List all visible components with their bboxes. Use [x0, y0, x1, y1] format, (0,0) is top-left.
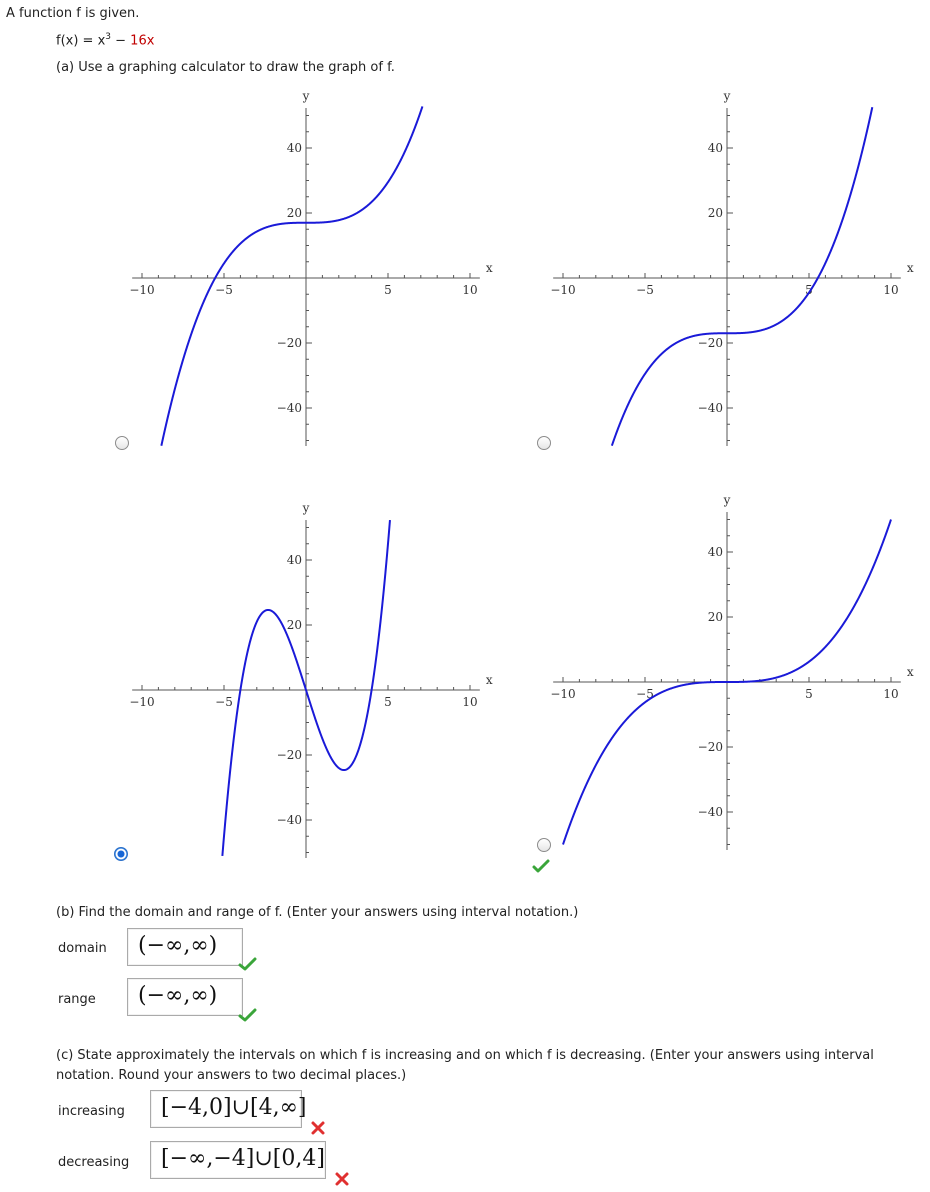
decreasing-label: decreasing — [58, 1155, 130, 1170]
graph-3-y-tick-label: 20 — [286, 618, 302, 632]
graph-3-y-tick-label: 40 — [286, 553, 302, 567]
graph-option-3 — [129, 500, 493, 868]
graph-1-x-axis-label: x — [485, 261, 493, 275]
graph-2-y-tick-label: 40 — [707, 141, 723, 155]
graph-4-x-tick-label: −5 — [636, 687, 654, 701]
graph-4-y-tick-label: −20 — [697, 740, 723, 754]
function-term: 16x — [130, 33, 155, 49]
graph-2-y-tick-label: 20 — [707, 206, 723, 220]
part-b-label: (b) Find the domain and range of f. (Enter your answers using interval notation.) — [56, 905, 579, 920]
decreasing-incorrect-cross-icon — [334, 1171, 350, 1187]
graph-2-x-tick-label: 5 — [805, 283, 813, 297]
graph-option-1 — [129, 88, 493, 456]
graph-option-2-radio[interactable] — [537, 436, 551, 450]
graph-1-y-tick-label: −40 — [276, 401, 302, 415]
domain-label: domain — [58, 941, 107, 956]
increasing-answer-field[interactable]: [−4,0]∪[4,∞] — [150, 1090, 302, 1128]
graph-2-curve — [612, 107, 872, 445]
graph-1-svg — [129, 88, 493, 452]
graph-2-y-tick-label: −40 — [697, 401, 723, 415]
range-answer-field[interactable]: (−∞,∞) — [127, 978, 243, 1016]
increasing-label: increasing — [58, 1104, 125, 1119]
graph-3-x-tick-label: −10 — [129, 695, 155, 709]
graph-1-x-tick-label: −5 — [215, 283, 233, 297]
part-c-label-line1: (c) State approximately the intervals on which f is increasing and on which f is decreasing. (Enter your answers using interval — [56, 1048, 874, 1063]
graph-4-svg — [550, 492, 914, 856]
graph-1-y-axis-label: y — [302, 89, 310, 103]
graph-4-y-tick-label: 20 — [707, 610, 723, 624]
graph-3-svg — [129, 500, 493, 864]
graph-1-y-tick-label: 40 — [286, 141, 302, 155]
graph-2-x-tick-label: −5 — [636, 283, 654, 297]
range-correct-check-icon — [238, 1007, 258, 1023]
range-label: range — [58, 992, 96, 1007]
function-lhs: f(x) = x — [56, 33, 106, 49]
graph-2-y-tick-label: −20 — [697, 336, 723, 350]
graph-2-x-tick-label: 10 — [883, 283, 899, 297]
graph-1-y-tick-label: 20 — [286, 206, 302, 220]
part-a-label: (a) Use a graphing calculator to draw the graph of f. — [56, 60, 395, 75]
graph-3-x-tick-label: 5 — [384, 695, 392, 709]
domain-answer-field[interactable]: (−∞,∞) — [127, 928, 243, 966]
graph-1-x-tick-label: 5 — [384, 283, 392, 297]
graph-2-x-tick-label: −10 — [550, 283, 576, 297]
graph-3-y-tick-label: −40 — [276, 813, 302, 827]
graph-option-4 — [550, 492, 914, 860]
graph-4-y-tick-label: 40 — [707, 545, 723, 559]
graph-option-3-radio[interactable] — [114, 847, 128, 861]
graph-option-1-radio[interactable] — [115, 436, 129, 450]
part-c-label-line2: notation. Round your answers to two decimal places.) — [56, 1068, 407, 1083]
graph-3-x-tick-label: 10 — [462, 695, 478, 709]
graph-4-y-tick-label: −40 — [697, 805, 723, 819]
function-exponent: 3 — [105, 32, 111, 42]
function-definition — [56, 32, 154, 48]
domain-correct-check-icon — [238, 956, 258, 972]
graph-3-x-tick-label: −5 — [215, 695, 233, 709]
graph-4-y-axis-label: y — [723, 493, 731, 507]
intro-text: A function f is given. — [6, 6, 140, 21]
graph-option-4-radio[interactable] — [537, 838, 551, 852]
function-minus: − — [111, 33, 131, 49]
graph-2-svg — [550, 88, 914, 452]
graph-4-x-axis-label: x — [906, 665, 914, 679]
graph-2-y-axis-label: y — [723, 89, 731, 103]
graph-1-x-tick-label: −10 — [129, 283, 155, 297]
graph-3-y-tick-label: −20 — [276, 748, 302, 762]
graph-option-2 — [550, 88, 914, 456]
increasing-incorrect-cross-icon — [310, 1120, 326, 1136]
graph-2-x-axis-label: x — [906, 261, 914, 275]
graph-1-x-tick-label: 10 — [462, 283, 478, 297]
graph-3-x-axis-label: x — [485, 673, 493, 687]
graph-4-x-tick-label: 10 — [883, 687, 899, 701]
graph-4-x-tick-label: −10 — [550, 687, 576, 701]
graph-option-4-correct-check-icon — [532, 858, 550, 874]
graph-1-curve — [161, 106, 422, 445]
graph-3-y-axis-label: y — [302, 501, 310, 515]
graph-1-y-tick-label: −20 — [276, 336, 302, 350]
decreasing-answer-field[interactable]: [−∞,−4]∪[0,4] — [150, 1141, 326, 1179]
graph-4-x-tick-label: 5 — [805, 687, 813, 701]
